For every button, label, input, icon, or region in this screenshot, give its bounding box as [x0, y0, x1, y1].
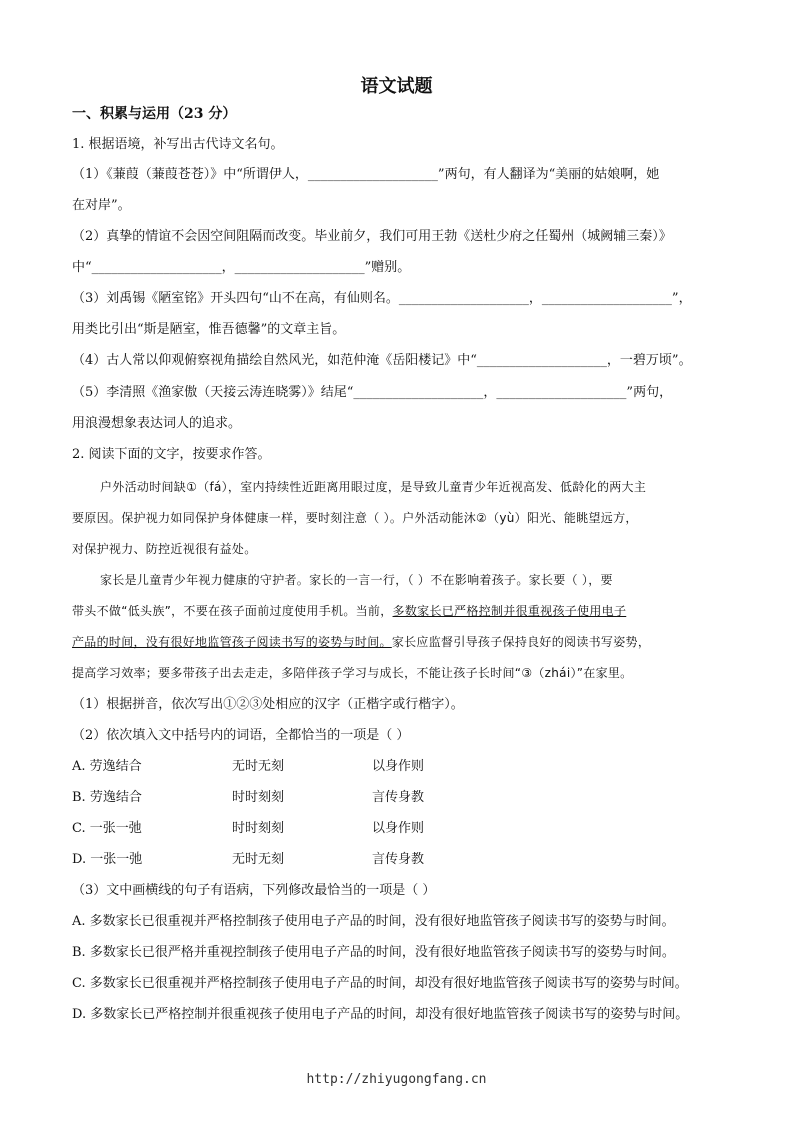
question-2-stem: 2. 阅读下面的文字，按要求作答。: [72, 447, 271, 462]
underlined-sentence: 多数家长已严格控制并很重视孩子使用电子: [392, 604, 627, 618]
passage-p1-line2: 要原因。保护视力如同保护身体健康一样，要时刻注意（ ）。户外活动能沐②（yù）阳光、能眺望远方，: [72, 511, 638, 525]
passage-p2-line1: 家长是儿童青少年视力健康的守护者。家长的一言一行，（ ）不在影响着孩子。家长要（ ），要: [100, 573, 613, 587]
passage-p2-line4: 提高学习效率；要多带孩子出去走走，多陪伴孩子学习与成长，不能让孩子长时间“③（zhái）”在家里。: [72, 666, 633, 680]
option-c-sentence: C. 多数家长已很重视并严格控制孩子使用电子产品的时间，却没有很好地监管孩子阅读书写的姿势与时间。: [72, 976, 688, 991]
option-a-word1: A. 劳逸结合: [72, 759, 142, 774]
sub-question-3: （3）文中画横线的句子有语病，下列修改最恰当的一项是（ ）: [72, 883, 436, 898]
passage-p2-line2: [72, 602, 626, 620]
option-a-word2: 无时无刻: [232, 759, 285, 774]
question-1-item-2-cont: 中“____________________，____________________”赠别。: [72, 260, 411, 275]
question-1-stem: 1. 根据语境，补写出古代诗文名句。: [72, 137, 284, 152]
section-heading: 一、积累与运用（23 分）: [72, 106, 237, 122]
option-d-word2: 无时无刻: [232, 852, 285, 867]
option-d-sentence: D. 多数家长已严格控制并很重视孩子使用电子产品的时间，却没有很好地监管孩子阅读书写的姿势与时间。: [72, 1007, 689, 1022]
option-c-word1: C. 一张一弛: [72, 821, 142, 836]
question-1-item-4: （4）古人常以仰观俯察视角描绘自然风光，如范仲淹《岳阳楼记》中“____________________，一碧万顷”。: [72, 353, 692, 368]
underlined-sentence: 产品的时间，没有很好地监管孩子阅读书写的姿势与时间。: [72, 635, 392, 649]
passage-text: 带头不做“低头族”，不要在孩子面前过度使用手机。当前，: [72, 604, 393, 618]
option-c-word3: 以身作则: [372, 821, 425, 836]
option-b-word1: B. 劳逸结合: [72, 790, 142, 805]
sub-question-2: （2）依次填入文中括号内的词语，全都恰当的一项是（ ）: [72, 728, 410, 743]
passage-p1-line1: 户外活动时间缺①（fá），室内持续性近距离用眼过度，是导致儿童青少年近视高发、低龄化的两大主: [100, 480, 647, 494]
question-1-item-3: （3）刘禹锡《陋室铭》开头四句“山不在高，有仙则名。____________________，____________________”，: [72, 291, 692, 306]
question-1-item-5-cont: 用浪漫想象表达词人的追求。: [72, 416, 242, 431]
option-a-word3: 以身作则: [372, 759, 425, 774]
option-c-word2: 时时刻刻: [232, 821, 285, 836]
option-b-word3: 言传身教: [372, 790, 425, 805]
question-1-item-2: （2）真挚的情谊不会因空间阻隔而改变。毕业前夕，我们可用王勃《送杜少府之任蜀州（城阙辅三秦）》: [72, 229, 672, 244]
question-1-item-1-cont: 在对岸”。: [72, 198, 131, 213]
passage-p2-line3: [72, 633, 650, 651]
option-d-word3: 言传身教: [372, 852, 425, 867]
question-1-item-5: （5）李清照《渔家傲（天接云涛连晓雾）》结尾“____________________，____________________”两句，: [72, 385, 673, 400]
option-d-word1: D. 一张一弛: [72, 852, 143, 867]
option-b-sentence: B. 多数家长已很严格并重视控制孩子使用电子产品的时间，没有很好地监管孩子阅读书写的姿势与时间。: [72, 945, 675, 960]
option-a-sentence: A. 多数家长已很重视并严格控制孩子使用电子产品的时间，没有很好地监管孩子阅读书写的姿势与时间。: [72, 914, 675, 929]
passage-text: 家长应监督引导孩子保持良好的阅读书写姿势，: [391, 635, 651, 649]
page-title: 语文试题: [360, 76, 433, 97]
passage-p1-line3: 对保护视力、防控近视很有益处。: [72, 542, 257, 556]
footer-url: http://zhiyugongfang.cn: [306, 1072, 487, 1087]
sub-question-1: （1）根据拼音，依次写出①②③处相应的汉字（正楷字或行楷字）。: [72, 697, 464, 712]
question-1-item-3-cont: 用类比引出“斯是陋室，惟吾德馨”的文章主旨。: [72, 322, 346, 337]
option-b-word2: 时时刻刻: [232, 790, 285, 805]
question-1-item-1: （1）《蒹葭（蒹葭苍苍）》中“所谓伊人，____________________”两句，有人翻译为“美丽的姑娘啊，她: [72, 167, 660, 182]
